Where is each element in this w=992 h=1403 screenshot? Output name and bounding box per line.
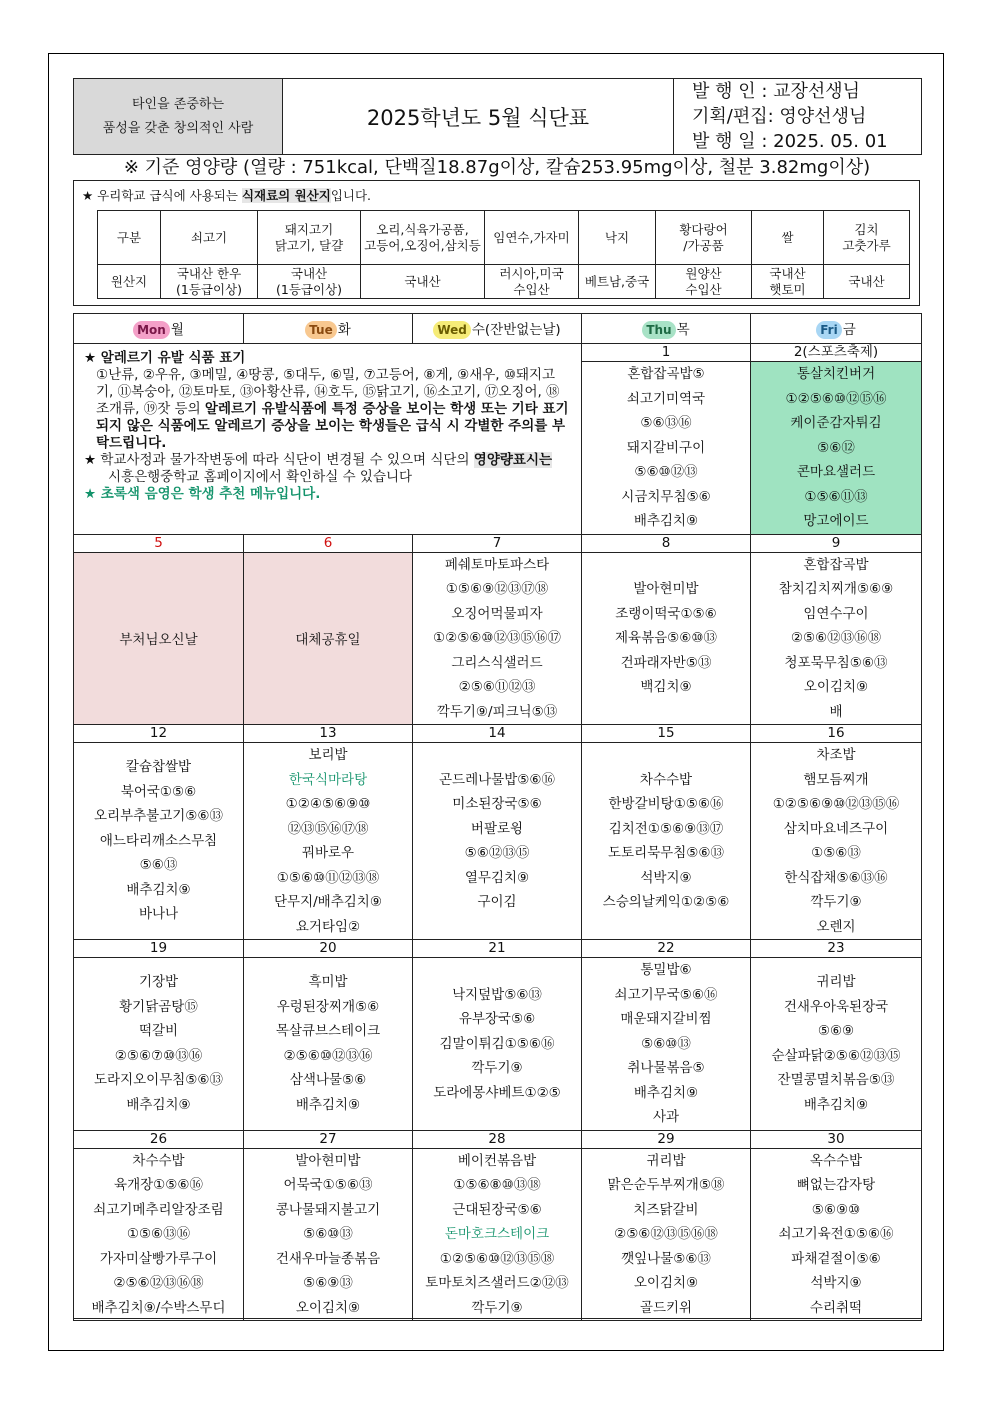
menu-item: 통살치킨버거: [796, 366, 876, 382]
origin-note: [82, 186, 371, 204]
origin-header-cell: [579, 211, 656, 265]
menu-item: 보리밥: [308, 747, 348, 763]
menu-item: 참치김치찌개⑤⑥⑨: [778, 581, 894, 597]
menu-item: 베이컨볶음밥: [457, 1152, 537, 1169]
menu-item: 배추김치⑨: [803, 1096, 869, 1113]
menu-item: 혼합잡곡밥⑤: [627, 366, 705, 382]
menu-item: 오리부추불고기⑤⑥⑬: [94, 808, 223, 825]
menu-cell-may-9: [751, 552, 922, 725]
menu-item: 통밀밥⑥: [640, 962, 692, 978]
day-number: 2(스포츠축제): [751, 344, 922, 362]
menu-item: 쇠고기메추리알장조림: [93, 1201, 224, 1218]
menu-item: ②⑤⑥⑫⑬⑯⑱: [113, 1275, 204, 1291]
menu-item: 혼합잡곡밥: [803, 556, 869, 573]
menu-cell-may-1: [582, 362, 751, 535]
origin-value-line: 수입산: [685, 281, 722, 297]
day-number: 30: [751, 1130, 922, 1148]
day-number: 16: [751, 725, 922, 743]
origin-note-pre: ★ 우리학교 급식에 사용되는: [82, 188, 242, 203]
menu-item: 애느타리깨소스무침: [99, 832, 218, 849]
origin-value-line: 원양산: [685, 265, 722, 281]
menu-item: 파채겉절이⑤⑥: [791, 1250, 881, 1267]
day-number: 21: [413, 940, 582, 958]
day-label: 수(잔반없는날): [471, 322, 561, 338]
notice-title: ★ 알레르기 유발 식품 표기: [84, 350, 246, 366]
menu-item: ⑤⑥⑩⑬: [641, 1035, 691, 1052]
menu-item: 배추김치⑨: [633, 1084, 699, 1101]
menu-cell-may-14: [413, 743, 582, 940]
publisher: 발 행 인 : 교장선생님: [692, 81, 861, 102]
publish-date: 발 행 일 : 2025. 05. 01: [692, 131, 888, 152]
menu-item: 요거타임②: [295, 918, 361, 935]
menu-cell-may-19: [74, 958, 244, 1131]
menu-cell-may-8: [582, 552, 751, 725]
day-number: 1: [582, 344, 751, 362]
menu-item: 매운돼지갈비찜: [620, 1011, 712, 1027]
day-number: 15: [582, 725, 751, 743]
menu-item: ⑤⑥⑫: [817, 439, 855, 456]
menu-item: 그리스식샐러드: [451, 654, 543, 671]
menu-cell-may-27: [244, 1148, 413, 1321]
origin-header-line: 김치: [854, 221, 879, 237]
menu-item: ②⑤⑥⑪⑫⑬: [458, 679, 536, 695]
menu-item: 김말이튀김①⑤⑥⑯: [439, 1035, 555, 1052]
allergy-notice: [74, 344, 582, 535]
page-title: 2025학년도 5월 식단표: [283, 79, 674, 155]
day-number: 29: [582, 1130, 751, 1148]
origin-header-line: 임연수,가자미: [493, 229, 570, 245]
origin-header-line: 낙지: [604, 229, 630, 245]
menu-item: 배추김치⑨: [633, 513, 699, 529]
menu-item: 배추김치⑨: [126, 1096, 191, 1113]
holiday-cell: [244, 552, 413, 725]
day-number: 5: [74, 534, 244, 552]
menu-item: 가자미살빵가루구이: [99, 1250, 218, 1267]
day-number: 12: [74, 725, 244, 743]
menu-item: ⑤⑥⑨⑬: [303, 1275, 353, 1291]
menu-item: 골드키위: [639, 1299, 693, 1316]
menu-item: 구이김: [477, 894, 517, 910]
menu-cell-may-2: [751, 362, 922, 535]
menu-item: 잔멸콩멸치볶음⑤⑬: [777, 1072, 895, 1089]
origin-header-line: 구분: [116, 229, 142, 245]
menu-item: ①②⑤⑥⑨⑩⑫⑬⑮⑯: [772, 796, 900, 812]
menu-item: 사과: [652, 1109, 680, 1125]
menu-item: 곤드레나물밥⑤⑥⑯: [439, 771, 555, 788]
recommend-note: ★ 초록색 음영은 학생 추천 메뉴입니다.: [84, 486, 321, 502]
menu-item: 떡갈비: [138, 1023, 179, 1040]
menu-item: 열무김치⑨: [464, 869, 530, 886]
day-number: 8: [582, 534, 751, 552]
menu-item: 배추김치⑨/수박스무디: [91, 1299, 226, 1316]
day-header-fri: [751, 314, 922, 344]
menu-item: 유부장국⑤⑥: [458, 1011, 536, 1027]
origin-header-line: /가공품: [683, 237, 724, 253]
menu-item: 발아현미밥: [295, 1152, 361, 1169]
menu-cell-may-15: [582, 743, 751, 940]
origin-note-post: 입니다.: [330, 188, 372, 203]
menu-item: 쇠고기미역국: [626, 390, 706, 407]
origin-header-cell: [752, 211, 824, 265]
origin-note-bold: 식재료의 원산지: [241, 188, 331, 203]
menu-cell-may-7: [413, 552, 582, 725]
menu-item: 삼치마요네즈구이: [783, 820, 889, 837]
menu-item: 시금치무침⑤⑥: [621, 488, 711, 505]
origin-header-line: 오리,식육가공품,: [376, 221, 469, 237]
recommended-menu-item: 한국식마라탕: [288, 771, 368, 788]
menu-item: ②⑤⑥⑩⑫⑬⑯: [283, 1047, 373, 1064]
day-label: 목: [676, 322, 690, 338]
holiday-cell: [74, 552, 244, 725]
origin-header-cell: [361, 211, 485, 265]
menu-item: 낙지덮밥⑤⑥⑬: [452, 986, 542, 1003]
menu-item: 임연수구이: [803, 605, 869, 622]
menu-item: 오징어먹물피자: [451, 605, 543, 622]
menu-item: 깍두기⑨/피크닉⑤⑬: [436, 703, 558, 720]
menu-cell-may-21: [413, 958, 582, 1131]
menu-item: ⑫⑬⑮⑯⑰⑱: [287, 820, 369, 837]
menu-item: 케이준감자튀김: [790, 415, 882, 431]
origin-header-cell: [656, 211, 752, 265]
menu-item: 치즈닭갈비: [633, 1201, 699, 1218]
allergy-warning: 알레르기 유발식품에 특정 증상을 보이는 학생 또는 기타 표기되지 않은 식품에도 알레르기 증상을 보이는 학생들은 급식 시 각별한 주의를 부탁드립니다.: [96, 401, 569, 451]
menu-item: 맑은순두부찌개⑤⑱: [607, 1177, 725, 1193]
menu-item: 깍두기⑨: [471, 1060, 523, 1076]
menu-item: ⑤⑥⑩⑬: [303, 1226, 353, 1242]
holiday-label: 부처님오신날: [119, 632, 198, 649]
origin-value-line: 햇토미: [769, 281, 806, 297]
menu-item: ①⑤⑥⑨⑫⑬⑰⑱: [445, 581, 549, 597]
day-header-thu: [582, 314, 751, 344]
menu-item: ①②⑤⑥⑩⑫⑮⑯: [785, 390, 887, 407]
day-number: 13: [244, 725, 413, 743]
day-number: 7: [413, 534, 582, 552]
day-number: 9: [751, 534, 922, 552]
menu-item: 콘마요샐러드: [796, 464, 876, 480]
menu-item: 돼지갈비구이: [626, 439, 706, 456]
menu-item: 칼슘찹쌀밥: [125, 759, 192, 776]
menu-item: 백김치⑨: [640, 679, 692, 695]
menu-item: 조랭이떡국①⑤⑥: [615, 605, 717, 622]
menu-item: ②⑤⑥⑦⑩⑬⑯: [114, 1047, 203, 1064]
menu-item: 김치전①⑤⑥⑨⑬⑰: [608, 820, 724, 837]
origin-header-line: 황다랑어: [679, 221, 728, 237]
day-label: 금: [842, 322, 856, 338]
menu-cell-may-13: [244, 743, 413, 940]
origin-value-cell: [579, 265, 656, 299]
nutrition-label: 영양량표시는: [473, 452, 553, 468]
menu-item: ⑤⑥⑨: [817, 1023, 855, 1040]
menu-item: 뼈없는감자탕: [796, 1177, 876, 1193]
menu-item: 황기닭곰탕⑮: [119, 998, 198, 1015]
day-badge: Thu: [642, 321, 675, 339]
menu-item: 북어국①⑤⑥: [120, 783, 197, 800]
origin-value-cell: [258, 265, 361, 299]
menu-item: 차조밥: [816, 747, 856, 763]
menu-item: ①⑤⑥⑬: [811, 845, 861, 861]
menu-item: 근대된장국⑤⑥: [452, 1201, 542, 1218]
origin-value-line: 수입산: [513, 281, 550, 297]
day-badge: Mon: [133, 321, 170, 339]
origin-header-cell: [485, 211, 579, 265]
menu-cell-may-23: [751, 958, 922, 1131]
origin-value-cell: [824, 265, 910, 299]
day-number: 22: [582, 940, 751, 958]
menu-item: 순살파닭②⑤⑥⑫⑬⑮: [771, 1047, 901, 1064]
menu-item: 미소된장국⑤⑥: [452, 796, 542, 812]
menu-item: 도라에몽샤베트①②⑤: [433, 1084, 561, 1101]
allergy-list: ①난류, ②우유, ③메밀, ④땅콩, ⑤대두, ⑥밀, ⑦고등어, ⑧게, ⑨새우, ⑩돼지고기, ⑪복숭아, ⑫토마토, ⑬아황산류, ⑭호두, ⑮닭고기, ⑯소고기, ⑰오징어, ⑱조개류, ⑲잣 등의: [96, 367, 560, 417]
menu-cell-may-16: [751, 743, 922, 940]
day-header-wed: [413, 314, 582, 344]
menu-item: 청포묵무침⑤⑥⑬: [784, 654, 888, 671]
menu-item: 햄모듬찌개: [803, 771, 869, 788]
nutrition-standard: ※ 기준 영양량 (열량 : 751kcal, 단백질18.87g이상, 칼슘253.95mg이상, 철분 3.82mg이상): [123, 157, 871, 178]
recommended-menu-item: 돈마호크스테이크: [444, 1226, 550, 1242]
menu-item: 차수수밥: [132, 1152, 185, 1169]
menu-item: 수리취떡: [809, 1299, 863, 1316]
menu-item: 도토리묵무침⑤⑥⑬: [608, 845, 724, 861]
menu-item: 콩나물돼지불고기: [275, 1201, 381, 1218]
menu-item: 우렁된장찌개⑤⑥: [276, 998, 380, 1015]
menu-item: 차수수밥: [639, 771, 693, 788]
menu-item: ①②④⑤⑥⑨⑩: [285, 796, 371, 812]
day-label: 화: [337, 322, 351, 338]
menu-item: ①⑤⑥⑩⑪⑫⑬⑱: [276, 869, 380, 886]
menu-item: 건새우아욱된장국: [783, 998, 889, 1015]
day-number: 27: [244, 1130, 413, 1148]
menu-item: 석박지⑨: [810, 1275, 862, 1291]
menu-item: 쇠고기육전①⑤⑥⑯: [778, 1226, 894, 1242]
origin-value-cell: [98, 265, 161, 299]
menu-item: 스승의날케익①②⑤⑥: [602, 894, 730, 910]
menu-item: ⑤⑥⑩⑫⑬: [634, 464, 698, 480]
publication-info: [674, 79, 922, 155]
school-motto: [74, 79, 283, 155]
day-number: 14: [413, 725, 582, 743]
menu-item: 육개장①⑤⑥⑯: [114, 1177, 203, 1193]
menu-cell-may-20: [244, 958, 413, 1131]
menu-item: ①⑤⑥⑧⑩⑬⑱: [453, 1177, 541, 1193]
menu-item: 발아현미밥: [633, 581, 699, 597]
header-table: [73, 78, 922, 155]
menu-cell-may-30: [751, 1148, 922, 1321]
day-number: 6: [244, 534, 413, 552]
menu-item: 오이김치⑨: [295, 1299, 361, 1316]
day-number: 28: [413, 1130, 582, 1148]
origin-header-line: 돼지고기: [284, 221, 334, 237]
menu-item: 석박지⑨: [640, 869, 692, 886]
menu-item: 흑미밥: [308, 974, 348, 991]
menu-item: 제육볶음⑤⑥⑩⑬: [615, 630, 717, 646]
menu-cell-may-28: [413, 1148, 582, 1321]
menu-item: 바나나: [138, 906, 179, 923]
menu-item: ②⑤⑥⑫⑬⑮⑯⑱: [614, 1226, 718, 1242]
motto-line-1: 타인을 존중하는: [131, 96, 225, 112]
homepage-note: 시흥은행중학교 홈페이지에서 확인하실 수 있습니다: [108, 469, 413, 485]
origin-header-cell: [98, 211, 161, 265]
menu-item: 어묵국①⑤⑥⑬: [283, 1177, 373, 1193]
menu-item: 배추김치⑨: [295, 1096, 361, 1113]
day-number: 20: [244, 940, 413, 958]
menu-item: 건파래자반⑤⑬: [620, 654, 712, 671]
menu-cell-may-22: [582, 958, 751, 1131]
menu-item: 삼색나물⑤⑥: [289, 1072, 367, 1089]
menu-item: 버팔로윙: [470, 820, 524, 837]
day-header-mon: [74, 314, 244, 344]
origin-value-cell: [161, 265, 258, 299]
menu-item: 꿔바로우: [301, 845, 355, 861]
menu-item: 오이김치⑨: [803, 679, 869, 695]
day-badge: Tue: [305, 321, 337, 339]
day-number: 26: [74, 1130, 244, 1148]
origin-header-line: 고등어,오징어,삼치등: [364, 237, 481, 253]
menu-item: 취나물볶음⑤: [627, 1060, 705, 1076]
origin-header-line: 닭고기, 달걀: [274, 237, 344, 253]
origin-value-line: 원산지: [110, 273, 148, 289]
menu-item: 페쉐토마토파스타: [444, 556, 550, 573]
menu-item: 배추김치⑨: [126, 881, 191, 898]
bottom-rule: [73, 1318, 921, 1319]
menu-item: 옥수수밥: [809, 1152, 863, 1169]
notice-body: [84, 367, 571, 452]
menu-cell-may-26: [74, 1148, 244, 1321]
origin-header-line: 고춧가루: [842, 237, 891, 253]
origin-value-line: 국내산: [290, 265, 328, 281]
origin-header-cell: [824, 211, 910, 265]
menu-item: 한방갈비탕①⑤⑥⑯: [608, 796, 724, 812]
menu-item: 토마토치즈샐러드②⑫⑬: [425, 1275, 569, 1291]
origin-table: [97, 210, 910, 299]
motto-line-2: 품성을 갖춘 창의적인 사람: [102, 120, 254, 136]
origin-header-line: 쇠고기: [190, 229, 228, 245]
day-number: 19: [74, 940, 244, 958]
origin-value-line: 국내산 한우: [176, 265, 242, 281]
menu-item: 도라지오이무침⑤⑥⑬: [94, 1072, 223, 1089]
menu-item: 깍두기⑨: [810, 894, 862, 910]
origin-section: [73, 180, 920, 306]
day-number: 23: [751, 940, 922, 958]
origin-value-cell: [485, 265, 579, 299]
menu-item: ⑤⑥⑫⑬⑮: [464, 845, 530, 861]
menu-item: ⑤⑥⑨⑩: [811, 1201, 861, 1218]
menu-item: 한식잡채⑤⑥⑬⑯: [784, 869, 888, 886]
origin-value-line: 국내산: [769, 265, 806, 281]
menu-item: 깍두기⑨: [471, 1299, 523, 1316]
origin-value-cell: [752, 265, 824, 299]
menu-cell-may-29: [582, 1148, 751, 1321]
menu-item: ⑤⑥⑬: [139, 857, 178, 874]
origin-header-cell: [258, 211, 361, 265]
origin-header-cell: [161, 211, 258, 265]
menu-calendar: [73, 313, 922, 1321]
origin-value-line: 베트남,중국: [584, 273, 650, 289]
menu-item: ①②⑤⑥⑩⑫⑬⑮⑱: [439, 1250, 555, 1267]
origin-header-line: 쌀: [781, 229, 794, 245]
menu-item: 쇠고기무국⑤⑥⑯: [614, 986, 718, 1003]
origin-value-line: 러시아,미국: [499, 265, 564, 281]
menu-item: 단무지/배추김치⑨: [274, 894, 382, 910]
menu-item: 깻잎나물⑤⑥⑬: [621, 1250, 711, 1267]
menu-item: 귀리밥: [816, 974, 856, 991]
menu-item: 오렌지: [816, 918, 856, 935]
day-badge: Fri: [816, 321, 841, 339]
origin-value-line: (1등급이상): [175, 281, 242, 297]
day-label: 월: [170, 322, 184, 338]
menu-item: ①②⑤⑥⑩⑫⑬⑮⑯⑰: [432, 630, 561, 646]
menu-item: 귀리밥: [646, 1152, 686, 1169]
change-note: ★ 학교사정과 물가작변동에 따라 식단이 변경될 수 있으며 식단의: [84, 452, 474, 468]
origin-value-cell: [656, 265, 752, 299]
day-badge: Wed: [433, 321, 471, 339]
menu-item: ①⑤⑥⑪⑬: [804, 488, 868, 505]
origin-value-line: (1등급이상): [275, 281, 342, 297]
menu-item: 오이김치⑨: [633, 1275, 699, 1291]
menu-item: ②⑤⑥⑫⑬⑯⑱: [790, 630, 882, 646]
menu-item: 목살큐브스테이크: [275, 1023, 381, 1040]
origin-value-cell: [361, 265, 485, 299]
menu-item: 건새우마늘종볶음: [275, 1250, 381, 1267]
day-header-tue: [244, 314, 413, 344]
menu-item: 배: [829, 703, 843, 720]
menu-cell-may-12: [74, 743, 244, 940]
notice-menu-change: [84, 452, 571, 469]
menu-item: 망고에이드: [803, 513, 869, 529]
menu-item: 기장밥: [138, 974, 179, 991]
origin-value-line: 국내산: [404, 273, 441, 289]
menu-item: ①⑤⑥⑬⑯: [126, 1226, 191, 1242]
menu-item: ⑤⑥⑬⑯: [640, 415, 692, 431]
editor: 기획/편집: 영양선생님: [692, 106, 867, 127]
origin-value-line: 국내산: [848, 273, 885, 289]
holiday-label: 대체공휴일: [295, 632, 361, 649]
